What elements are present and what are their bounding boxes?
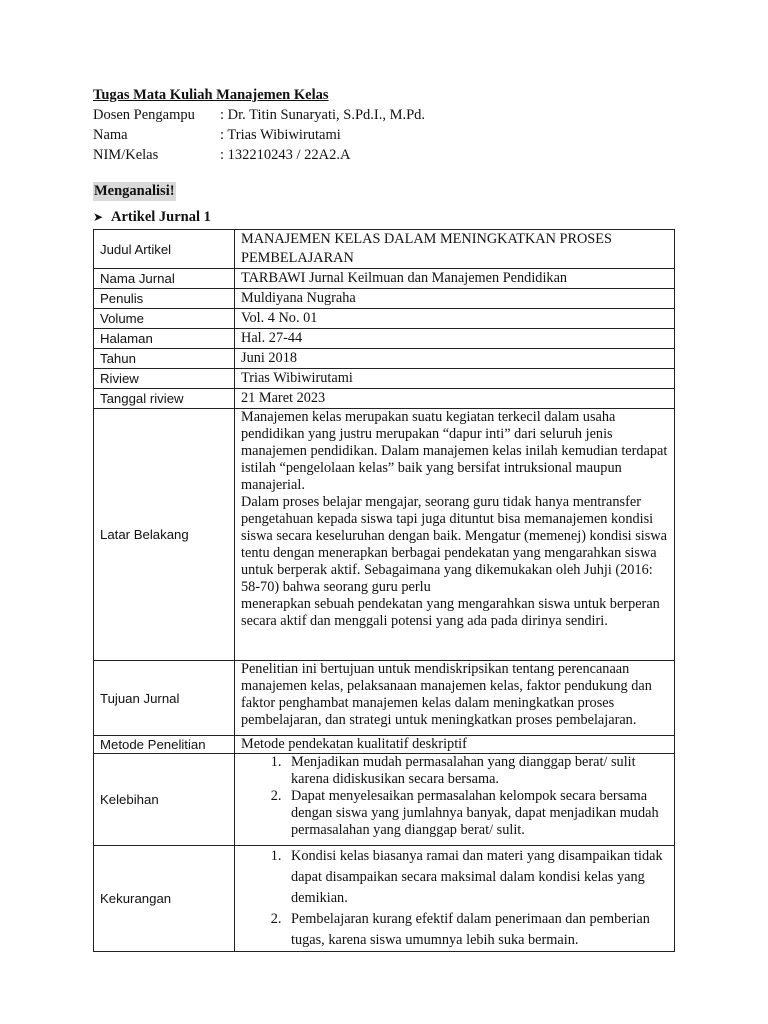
background-paragraph: Manajemen kelas merupakan suatu kegiatan terkecil dalam usaha pendidikan yang justru merupakan “dapur inti” dari seluruh jenis manajemen pendidikan. Dalam manajemen kelas inilah kemudian terdapat istilah “pengelolaan kelas” baik yang bersifat intruksional maupun manajerial. <box>241 409 668 493</box>
weaknesses-list <box>241 846 668 951</box>
volume-value: Vol. 4 No. 01 <box>235 309 675 329</box>
background-paragraph: Dalam proses belajar mengajar, seorang guru tidak hanya mentransfer pengetahuan kepada siswa tapi juga dituntut bisa memanajemen kondisi siswa secara keseluruhan dengan baik. Mengatur (memenej) kondisi siswa tentu dengan menerapkan berbagai pendekatan yang mengarahkan siswa untuk berperak aktif. Sebagaimana yang dikemukakan oleh Juhji (2016: 58-70) bahwa seorang guru perlu <box>241 494 667 595</box>
list-item: 1. Menjadikan mudah permasalahan yang dianggap berat/ sulit karena didiskusikan secara bersama. <box>285 754 668 788</box>
row-label: Riview <box>94 369 235 389</box>
meta-label: Dosen Pengampu <box>93 107 195 123</box>
table-row <box>94 409 675 661</box>
row-label: Kekurangan <box>94 846 235 952</box>
article-title-value: MANAJEMEN KELAS DALAM MENINGKATKAN PROSES PEMBELAJARAN <box>235 230 675 269</box>
list-item: 2. Pembelajaran kurang efektif dalam penerimaan dan pemberian tugas, karena siswa umumnya lebih suka bermain. <box>285 909 668 951</box>
background-paragraph: menerapkan sebuah pendekatan yang mengarahkan siswa untuk berperan secara aktif dan menggali potensi yang ada pada dirinya sendiri. <box>241 596 660 629</box>
meta-value: : 132210243 / 22A2.A <box>220 147 351 163</box>
review-date-value: 21 Maret 2023 <box>235 389 675 409</box>
section-heading: Menganalisi! <box>94 183 175 199</box>
reviewer-value: Trias Wibiwirutami <box>235 369 675 389</box>
objective-value: Penelitian ini bertujuan untuk mendiskripsikan tentang perencanaan manajemen kelas, pelaksanaan manajemen kelas, faktor pendukung dan faktor penghambat manajemen kelas dalam meningkatkan proses pembelajaran, dan strategi untuk meningkatkan proses pembelajaran. <box>235 661 675 736</box>
meta-value: : Trias Wibiwirutami <box>220 127 341 143</box>
table-row <box>94 369 675 389</box>
article-heading-text: Artikel Jurnal 1 <box>111 209 211 225</box>
list-item: 2. Dapat menyelesaikan permasalahan kelompok secara bersama dengan siswa yang jumlahnya banyak, dapat menjadikan mudah permasalahan yang dianggap berat/ sulit. <box>285 788 668 839</box>
author-value: Muldiyana Nugraha <box>235 289 675 309</box>
row-label: Halaman <box>94 329 235 349</box>
journal-name-value: TARBAWI Jurnal Keilmuan dan Manajemen Pendidikan <box>235 269 675 289</box>
table-row <box>94 269 675 289</box>
table-row <box>94 289 675 309</box>
table-row <box>94 389 675 409</box>
table-row <box>94 230 675 269</box>
table-row <box>94 846 675 952</box>
row-label: Judul Artikel <box>94 230 235 269</box>
list-item: 1. Kondisi kelas biasanya ramai dan materi yang disampaikan tidak dapat disampaikan secara maksimal dalam kondisi kelas yang demikian. <box>285 846 668 909</box>
row-label: Volume <box>94 309 235 329</box>
row-label: Metode Penelitian <box>94 736 235 754</box>
article-heading <box>93 209 211 226</box>
row-label: Tujuan Jurnal <box>94 661 235 736</box>
method-value: Metode pendekatan kualitatif deskriptif <box>235 736 675 754</box>
meta-label: Nama <box>93 127 128 143</box>
row-label: Kelebihan <box>94 754 235 846</box>
weaknesses-value <box>235 846 675 952</box>
row-label: Tanggal riview <box>94 389 235 409</box>
background-value <box>235 409 675 661</box>
arrow-bullet-icon: ➤ <box>93 210 104 224</box>
table-row <box>94 349 675 369</box>
table-row <box>94 736 675 754</box>
row-label: Latar Belakang <box>94 409 235 661</box>
review-table <box>93 229 675 952</box>
table-row <box>94 661 675 736</box>
strengths-value <box>235 754 675 846</box>
row-label: Tahun <box>94 349 235 369</box>
meta-value: : Dr. Titin Sunaryati, S.Pd.I., M.Pd. <box>220 107 426 123</box>
document-title: Tugas Mata Kuliah Manajemen Kelas <box>93 87 329 103</box>
meta-label: NIM/Kelas <box>93 147 159 163</box>
table-row <box>94 329 675 349</box>
table-row <box>94 309 675 329</box>
row-label: Penulis <box>94 289 235 309</box>
table-row <box>94 754 675 846</box>
strengths-list <box>241 754 668 839</box>
year-value: Juni 2018 <box>235 349 675 369</box>
pages-value: Hal. 27-44 <box>235 329 675 349</box>
row-label: Nama Jurnal <box>94 269 235 289</box>
